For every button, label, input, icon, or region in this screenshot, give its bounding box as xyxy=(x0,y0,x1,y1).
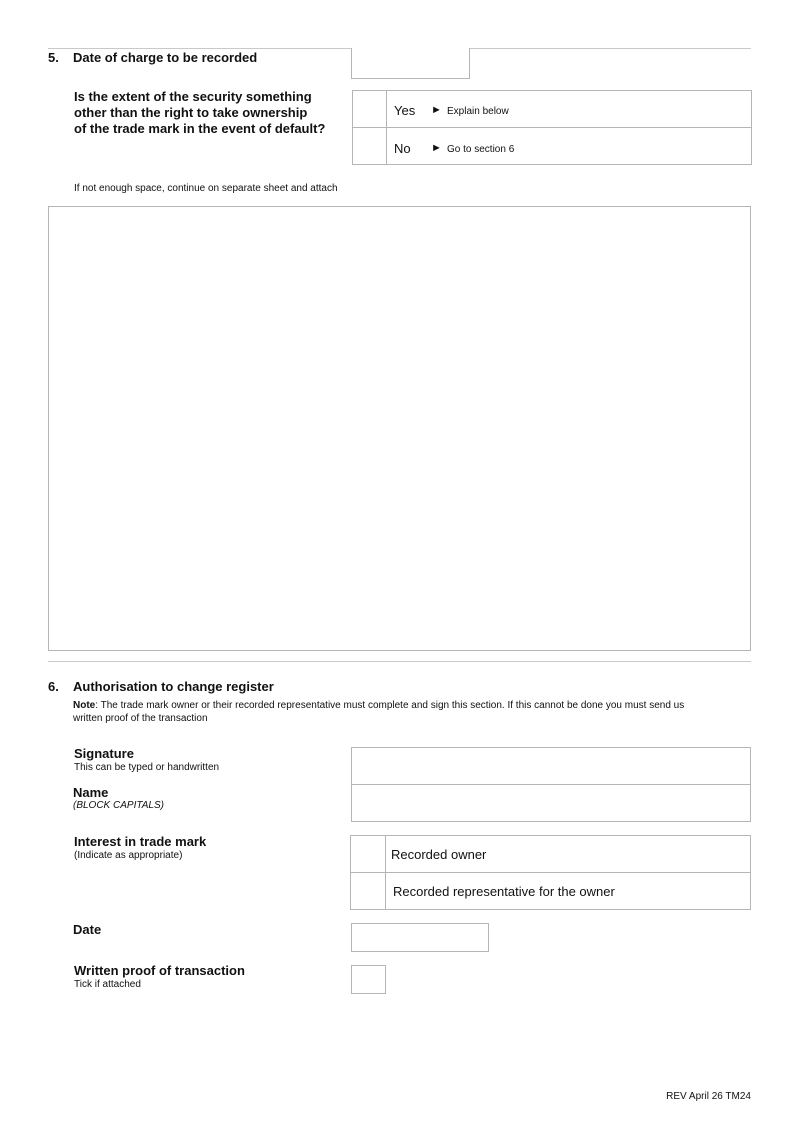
name-field[interactable] xyxy=(351,784,751,822)
signature-field[interactable] xyxy=(351,747,751,785)
date-field[interactable] xyxy=(351,923,489,952)
yes-arrow-icon: ► xyxy=(431,104,442,116)
note-line-1: : The trade mark owner or their recorded representative must complete and sign this section. If this cannot be done you must send us xyxy=(95,700,685,711)
recorded-representative-checkbox[interactable] xyxy=(351,873,385,909)
date-label: Date xyxy=(73,922,102,937)
options-divider-horizontal xyxy=(352,127,752,128)
interest-hint: (Indicate as appropriate) xyxy=(74,850,183,861)
signature-hint: This can be typed or handwritten xyxy=(74,762,220,773)
interest-label: Interest in trade mark xyxy=(74,834,207,849)
proof-hint: Tick if attached xyxy=(74,979,141,990)
proof-label: Written proof of transaction xyxy=(74,963,245,978)
question-line-2: other than the right to take ownership xyxy=(74,105,308,120)
section-5-title: Date of charge to be recorded xyxy=(73,50,258,65)
note-line-2: written proof of the transaction xyxy=(73,713,208,724)
note-label: Note xyxy=(73,700,96,711)
name-hint: (BLOCK CAPITALS) xyxy=(73,800,164,811)
recorded-representative-label: Recorded representative for the owner xyxy=(393,884,615,899)
interest-divider-horizontal xyxy=(350,872,751,873)
question-line-1: Is the extent of the security something xyxy=(74,89,312,104)
yes-checkbox[interactable] xyxy=(353,91,386,127)
no-checkbox[interactable] xyxy=(353,128,386,164)
security-extent-question xyxy=(74,89,325,137)
charge-date-field[interactable] xyxy=(351,48,470,79)
space-note: If not enough space, continue on separate sheet and attach xyxy=(74,183,338,194)
question-line-3: of the trade mark in the event of default? xyxy=(74,121,326,136)
explanation-textarea[interactable] xyxy=(48,206,751,651)
no-instruction: Go to section 6 xyxy=(447,144,515,155)
no-option-label: No xyxy=(394,141,411,156)
revision-footer: REV April 26 TM24 xyxy=(666,1091,751,1102)
section-6-top-rule xyxy=(48,661,751,662)
section-6-title: Authorisation to change register xyxy=(73,679,274,694)
section-6-number: 6. xyxy=(48,679,59,694)
recorded-owner-checkbox[interactable] xyxy=(351,836,385,872)
yes-instruction: Explain below xyxy=(447,106,509,117)
yes-option-label: Yes xyxy=(394,103,416,118)
proof-checkbox[interactable] xyxy=(351,965,386,994)
section-6-note xyxy=(73,699,753,725)
recorded-owner-label: Recorded owner xyxy=(391,847,487,862)
section-5-number: 5. xyxy=(48,50,59,65)
name-label: Name xyxy=(73,785,109,800)
signature-label: Signature xyxy=(74,746,134,761)
no-arrow-icon: ► xyxy=(431,142,442,154)
